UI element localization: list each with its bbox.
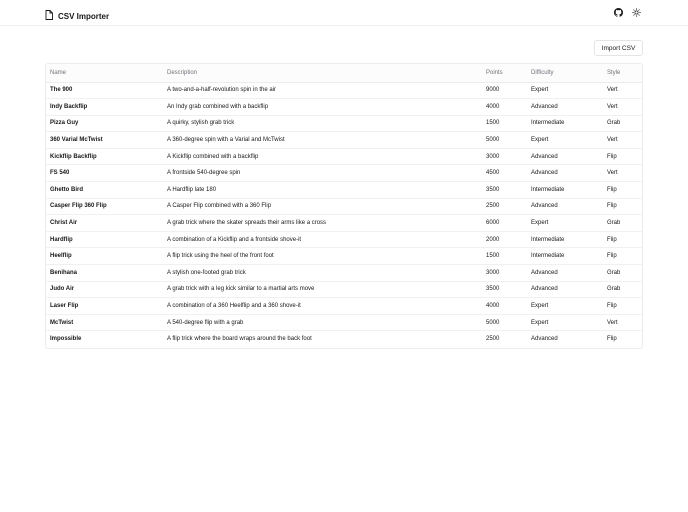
cell-description: An Indy grab combined with a backflip	[163, 99, 482, 116]
cell-style: Flip	[603, 298, 643, 315]
cell-name: Ghetto Bird	[46, 182, 163, 199]
cell-description: A 540-degree flip with a grab	[163, 314, 482, 331]
table-row[interactable]	[46, 331, 643, 348]
cell-difficulty: Advanced	[527, 148, 603, 165]
cell-style: Vert	[603, 165, 643, 182]
cell-name: Pizza Guy	[46, 115, 163, 132]
cell-description: A flip trick where the board wraps around the back foot	[167, 336, 312, 343]
cell-points: 6000	[482, 215, 527, 232]
cell-name: Laser Flip	[46, 298, 163, 315]
table-header-row	[46, 64, 643, 82]
cell-points: 3500	[482, 281, 527, 298]
cell-description: A quirky, stylish grab trick	[163, 115, 482, 132]
cell-difficulty: Intermediate	[527, 115, 603, 132]
table-row[interactable]	[46, 298, 643, 315]
cell-description: A Hardflip late 180	[163, 182, 482, 199]
cell-difficulty: Intermediate	[527, 182, 603, 199]
column-header-style[interactable]: Style	[603, 64, 643, 82]
cell-name: Christ Air	[46, 215, 163, 232]
cell-style: Grab	[603, 215, 643, 232]
column-header-points[interactable]: Points	[482, 64, 527, 82]
github-icon[interactable]	[614, 8, 623, 17]
cell-points: 3000	[482, 265, 527, 282]
import-csv-button[interactable]: Import CSV	[594, 40, 643, 56]
table-row[interactable]	[46, 215, 643, 232]
cell-difficulty: Advanced	[527, 99, 603, 116]
cell-style: Vert	[603, 99, 643, 116]
column-header-name[interactable]: Name	[46, 64, 163, 82]
cell-name: FS 540	[46, 165, 163, 182]
table-row[interactable]	[46, 248, 643, 265]
table-row[interactable]	[46, 281, 643, 298]
cell-points: 4500	[482, 165, 527, 182]
cell-name: McTwist	[46, 314, 163, 331]
cell-difficulty: Expert	[527, 132, 603, 149]
cell-points: 2000	[482, 231, 527, 248]
cell-points: 1500	[482, 115, 527, 132]
cell-description: A frontside 540-degree spin	[163, 165, 482, 182]
cell-description: A Kickflip combined with a backflip	[163, 148, 482, 165]
table-row[interactable]	[46, 99, 643, 116]
cell-description: A stylish one-footed grab trick	[163, 265, 482, 282]
table-row[interactable]	[46, 265, 643, 282]
table-row[interactable]	[46, 314, 643, 331]
cell-difficulty: Intermediate	[527, 231, 603, 248]
column-header-difficulty[interactable]: Difficulty	[527, 64, 603, 82]
app-header	[0, 0, 688, 26]
cell-style: Flip	[603, 248, 643, 265]
cell-difficulty: Expert	[527, 298, 603, 315]
cell-description: A 360-degree spin with a Varial and McTwist	[163, 132, 482, 149]
cell-difficulty: Intermediate	[527, 248, 603, 265]
cell-difficulty: Expert	[527, 314, 603, 331]
brand	[45, 7, 109, 25]
table-row[interactable]	[46, 231, 643, 248]
cell-style: Flip	[603, 148, 643, 165]
cell-name: Indy Backflip	[46, 99, 163, 116]
cell-description: A two-and-a-half-revolution spin in the air	[163, 82, 482, 99]
column-header-description[interactable]: Description	[163, 64, 482, 82]
cell-points: 5000	[482, 132, 527, 149]
cell-difficulty: Expert	[527, 82, 603, 99]
table-row[interactable]	[46, 132, 643, 149]
cell-name: Impossible	[50, 336, 82, 343]
cell-description: A grab trick where the skater spreads their arms like a cross	[163, 215, 482, 232]
sun-icon[interactable]	[632, 8, 641, 17]
table-row[interactable]	[46, 182, 643, 199]
cell-name: The 900	[46, 82, 163, 99]
cell-description: A combination of a Kickflip and a frontside shove-it	[163, 231, 482, 248]
table-row[interactable]	[46, 148, 643, 165]
cell-name: 360 Varial McTwist	[46, 132, 163, 149]
cell-style: Flip	[607, 336, 617, 343]
cell-description: A combination of a 360 Heelflip and a 360 shove-it	[163, 298, 482, 315]
cell-name: Heelflip	[46, 248, 163, 265]
cell-description: A flip trick using the heel of the front foot	[163, 248, 482, 265]
cell-difficulty: Advanced	[527, 165, 603, 182]
cell-difficulty: Advanced	[527, 265, 603, 282]
cell-name: Judo Air	[46, 281, 163, 298]
cell-difficulty: Advanced	[531, 336, 558, 343]
cell-style: Grab	[603, 265, 643, 282]
cell-points: 3500	[482, 182, 527, 199]
cell-points: 4000	[482, 298, 527, 315]
cell-name: Kickflip Backflip	[46, 148, 163, 165]
cell-style: Vert	[603, 82, 643, 99]
table-row[interactable]	[46, 115, 643, 132]
cell-difficulty: Expert	[527, 215, 603, 232]
cell-difficulty: Advanced	[527, 198, 603, 215]
tricks-table	[45, 63, 643, 349]
cell-points: 2500	[486, 336, 500, 343]
cell-style: Flip	[603, 231, 643, 248]
app-title: CSV Importer	[58, 11, 110, 21]
cell-style: Flip	[603, 198, 643, 215]
cell-style: Grab	[603, 281, 643, 298]
table-row[interactable]	[46, 165, 643, 182]
cell-style: Vert	[603, 314, 643, 331]
cell-points: 3000	[482, 148, 527, 165]
cell-name: Benihana	[46, 265, 163, 282]
table-row[interactable]	[46, 82, 643, 99]
cell-style: Flip	[603, 182, 643, 199]
cell-points: 5000	[482, 314, 527, 331]
cell-description: A Casper Flip combined with a 360 Flip	[163, 198, 482, 215]
cell-points: 2500	[482, 198, 527, 215]
cell-points: 9000	[482, 82, 527, 99]
document-icon	[45, 7, 53, 25]
cell-name: Casper Flip 360 Flip	[46, 198, 163, 215]
cell-points: 1500	[482, 248, 527, 265]
cell-points: 4000	[482, 99, 527, 116]
table-row[interactable]	[46, 198, 643, 215]
cell-name: Hardflip	[46, 231, 163, 248]
cell-style: Grab	[603, 115, 643, 132]
cell-description: A grab trick with a leg kick similar to a martial arts move	[163, 281, 482, 298]
cell-difficulty: Advanced	[527, 281, 603, 298]
cell-style: Vert	[603, 132, 643, 149]
